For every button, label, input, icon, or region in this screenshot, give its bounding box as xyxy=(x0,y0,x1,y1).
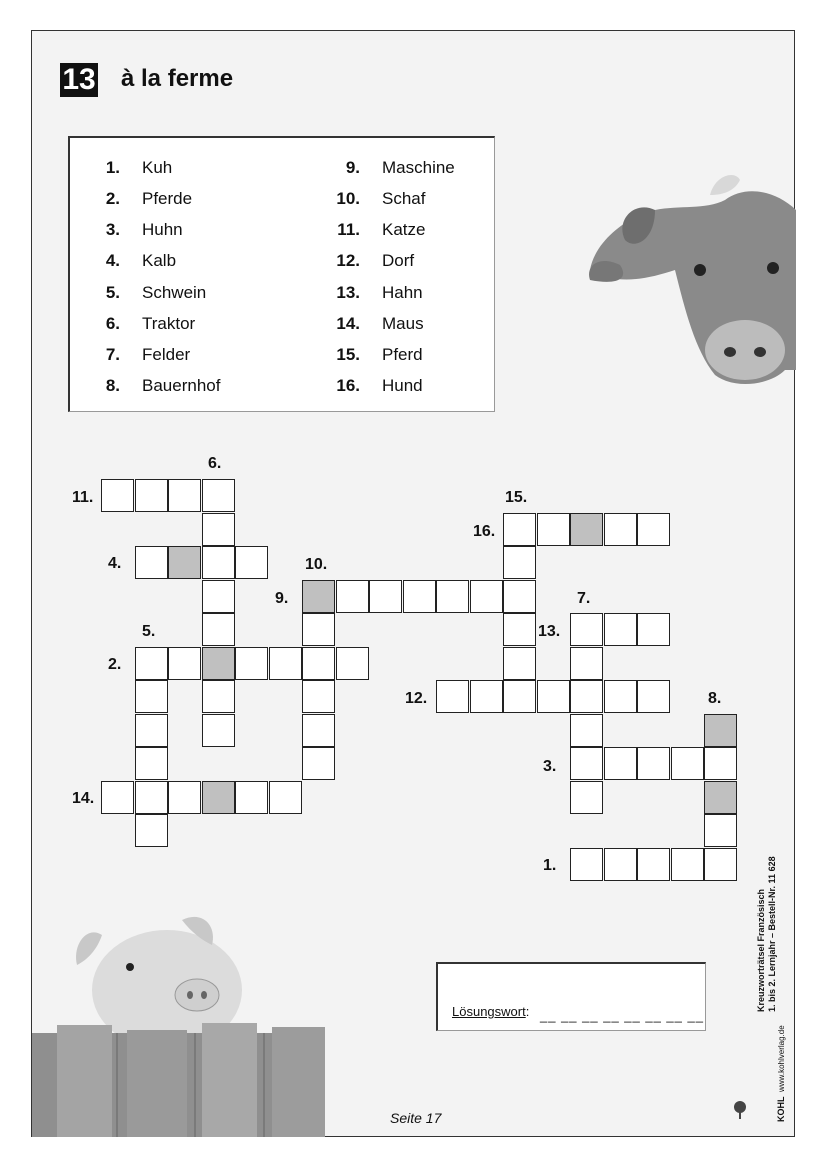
crossword-cell[interactable] xyxy=(235,546,268,579)
crossword-cell[interactable] xyxy=(302,714,335,747)
cow-image xyxy=(585,170,796,385)
crossword-cell[interactable] xyxy=(704,848,737,881)
solution-cell[interactable] xyxy=(168,546,201,579)
crossword-cell[interactable] xyxy=(336,580,369,613)
crossword-cell[interactable] xyxy=(135,814,168,847)
crossword-cell[interactable] xyxy=(503,546,536,579)
crossword-cell[interactable] xyxy=(135,479,168,512)
crossword-cell[interactable] xyxy=(202,580,235,613)
solution-label: Lösungswort: xyxy=(452,1004,530,1019)
pig-image xyxy=(32,905,325,1137)
publisher-tree-icon xyxy=(733,1100,747,1120)
crossword-cell[interactable] xyxy=(537,513,570,546)
crossword-cell[interactable] xyxy=(671,747,704,780)
solution-cell[interactable] xyxy=(302,580,335,613)
clue-number: 9. xyxy=(275,590,289,607)
clue-number: 16. xyxy=(473,523,496,540)
crossword-cell[interactable] xyxy=(503,513,536,546)
crossword-cell[interactable] xyxy=(637,613,670,646)
clue-number: 15. xyxy=(505,489,528,506)
solution-blanks[interactable]: __ __ __ __ __ __ __ __ xyxy=(540,1008,704,1023)
crossword-cell[interactable] xyxy=(269,647,302,680)
crossword-cell[interactable] xyxy=(470,580,503,613)
page-number: Seite 17 xyxy=(390,1110,442,1126)
crossword-cell[interactable] xyxy=(637,513,670,546)
crossword-cell[interactable] xyxy=(235,781,268,814)
crossword-cell[interactable] xyxy=(570,680,603,713)
clue-number: 2. xyxy=(108,656,122,673)
page-title: à la ferme xyxy=(121,65,234,92)
crossword-cell[interactable] xyxy=(101,781,134,814)
clue-number: 13. xyxy=(538,623,561,640)
crossword-cell[interactable] xyxy=(302,747,335,780)
crossword-cell[interactable] xyxy=(302,613,335,646)
crossword-cell[interactable] xyxy=(570,781,603,814)
crossword-cell[interactable] xyxy=(637,680,670,713)
crossword-cell[interactable] xyxy=(269,781,302,814)
crossword-cell[interactable] xyxy=(503,647,536,680)
crossword-cell[interactable] xyxy=(202,546,235,579)
crossword-cell[interactable] xyxy=(436,580,469,613)
crossword-cell[interactable] xyxy=(168,647,201,680)
crossword-cell[interactable] xyxy=(202,513,235,546)
crossword-cell[interactable] xyxy=(637,747,670,780)
crossword-cell[interactable] xyxy=(202,479,235,512)
publisher-info: Kreuzworträtsel Französisch 1. bis 2. Lernjahr – Bestell-Nr. 11 628 xyxy=(756,856,777,1012)
clue-number: 1. xyxy=(543,857,557,874)
crossword-cell[interactable] xyxy=(704,814,737,847)
publisher-website: KOHL www.kohlverlag.de xyxy=(776,1025,786,1122)
crossword-cell[interactable] xyxy=(503,613,536,646)
crossword-cell[interactable] xyxy=(570,647,603,680)
clue-number: 5. xyxy=(142,623,156,640)
crossword-cell[interactable] xyxy=(202,714,235,747)
crossword-cell[interactable] xyxy=(570,613,603,646)
crossword-cell[interactable] xyxy=(537,680,570,713)
clue-number: 8. xyxy=(708,690,722,707)
crossword-cell[interactable] xyxy=(570,848,603,881)
crossword-cell[interactable] xyxy=(135,747,168,780)
solution-cell[interactable] xyxy=(704,781,737,814)
solution-box xyxy=(436,962,706,1031)
solution-cell[interactable] xyxy=(570,513,603,546)
crossword-cell[interactable] xyxy=(604,680,637,713)
crossword-cell[interactable] xyxy=(135,680,168,713)
crossword-cell[interactable] xyxy=(470,680,503,713)
solution-cell[interactable] xyxy=(202,781,235,814)
crossword-cell[interactable] xyxy=(369,580,402,613)
crossword-cell[interactable] xyxy=(604,613,637,646)
clue-number: 7. xyxy=(577,590,591,607)
crossword-cell[interactable] xyxy=(135,647,168,680)
clue-number: 6. xyxy=(208,455,222,472)
crossword-cell[interactable] xyxy=(336,647,369,680)
crossword-cell[interactable] xyxy=(403,580,436,613)
crossword-cell[interactable] xyxy=(135,714,168,747)
crossword-cell[interactable] xyxy=(604,747,637,780)
clue-number: 3. xyxy=(543,758,557,775)
crossword-cell[interactable] xyxy=(302,647,335,680)
crossword-cell[interactable] xyxy=(235,647,268,680)
crossword-cell[interactable] xyxy=(135,546,168,579)
crossword-cell[interactable] xyxy=(436,680,469,713)
crossword-cell[interactable] xyxy=(503,680,536,713)
clue-number: 11. xyxy=(72,489,94,506)
clue-number: 10. xyxy=(305,556,328,573)
crossword-cell[interactable] xyxy=(302,680,335,713)
clue-number: 4. xyxy=(108,555,122,572)
crossword-cell[interactable] xyxy=(101,479,134,512)
solution-cell[interactable] xyxy=(704,714,737,747)
crossword-cell[interactable] xyxy=(570,747,603,780)
clue-number: 12. xyxy=(405,690,428,707)
crossword-cell[interactable] xyxy=(168,479,201,512)
word-list-box: 1. Kuh 2. Pferde 3. Huhn 4. Kalb 5. Schwein 6. Traktor 7. Felder 8. Bauernhof 9. Maschine 10. Schaf 11. Katze 12. Dorf 13. Hahn 14. Maus 15. Pferd 16. Hund xyxy=(68,136,495,412)
crossword-cell[interactable] xyxy=(570,714,603,747)
crossword-cell[interactable] xyxy=(503,580,536,613)
solution-cell[interactable] xyxy=(202,647,235,680)
crossword-cell[interactable] xyxy=(704,747,737,780)
crossword-cell[interactable] xyxy=(135,781,168,814)
exercise-number: 13 xyxy=(60,63,98,97)
crossword-cell[interactable] xyxy=(168,781,201,814)
crossword-cell[interactable] xyxy=(604,848,637,881)
crossword-cell[interactable] xyxy=(637,848,670,881)
clue-number: 14. xyxy=(72,790,95,807)
crossword-cell[interactable] xyxy=(604,513,637,546)
crossword-cell[interactable] xyxy=(202,680,235,713)
crossword-cell[interactable] xyxy=(671,848,704,881)
crossword-cell[interactable] xyxy=(202,613,235,646)
